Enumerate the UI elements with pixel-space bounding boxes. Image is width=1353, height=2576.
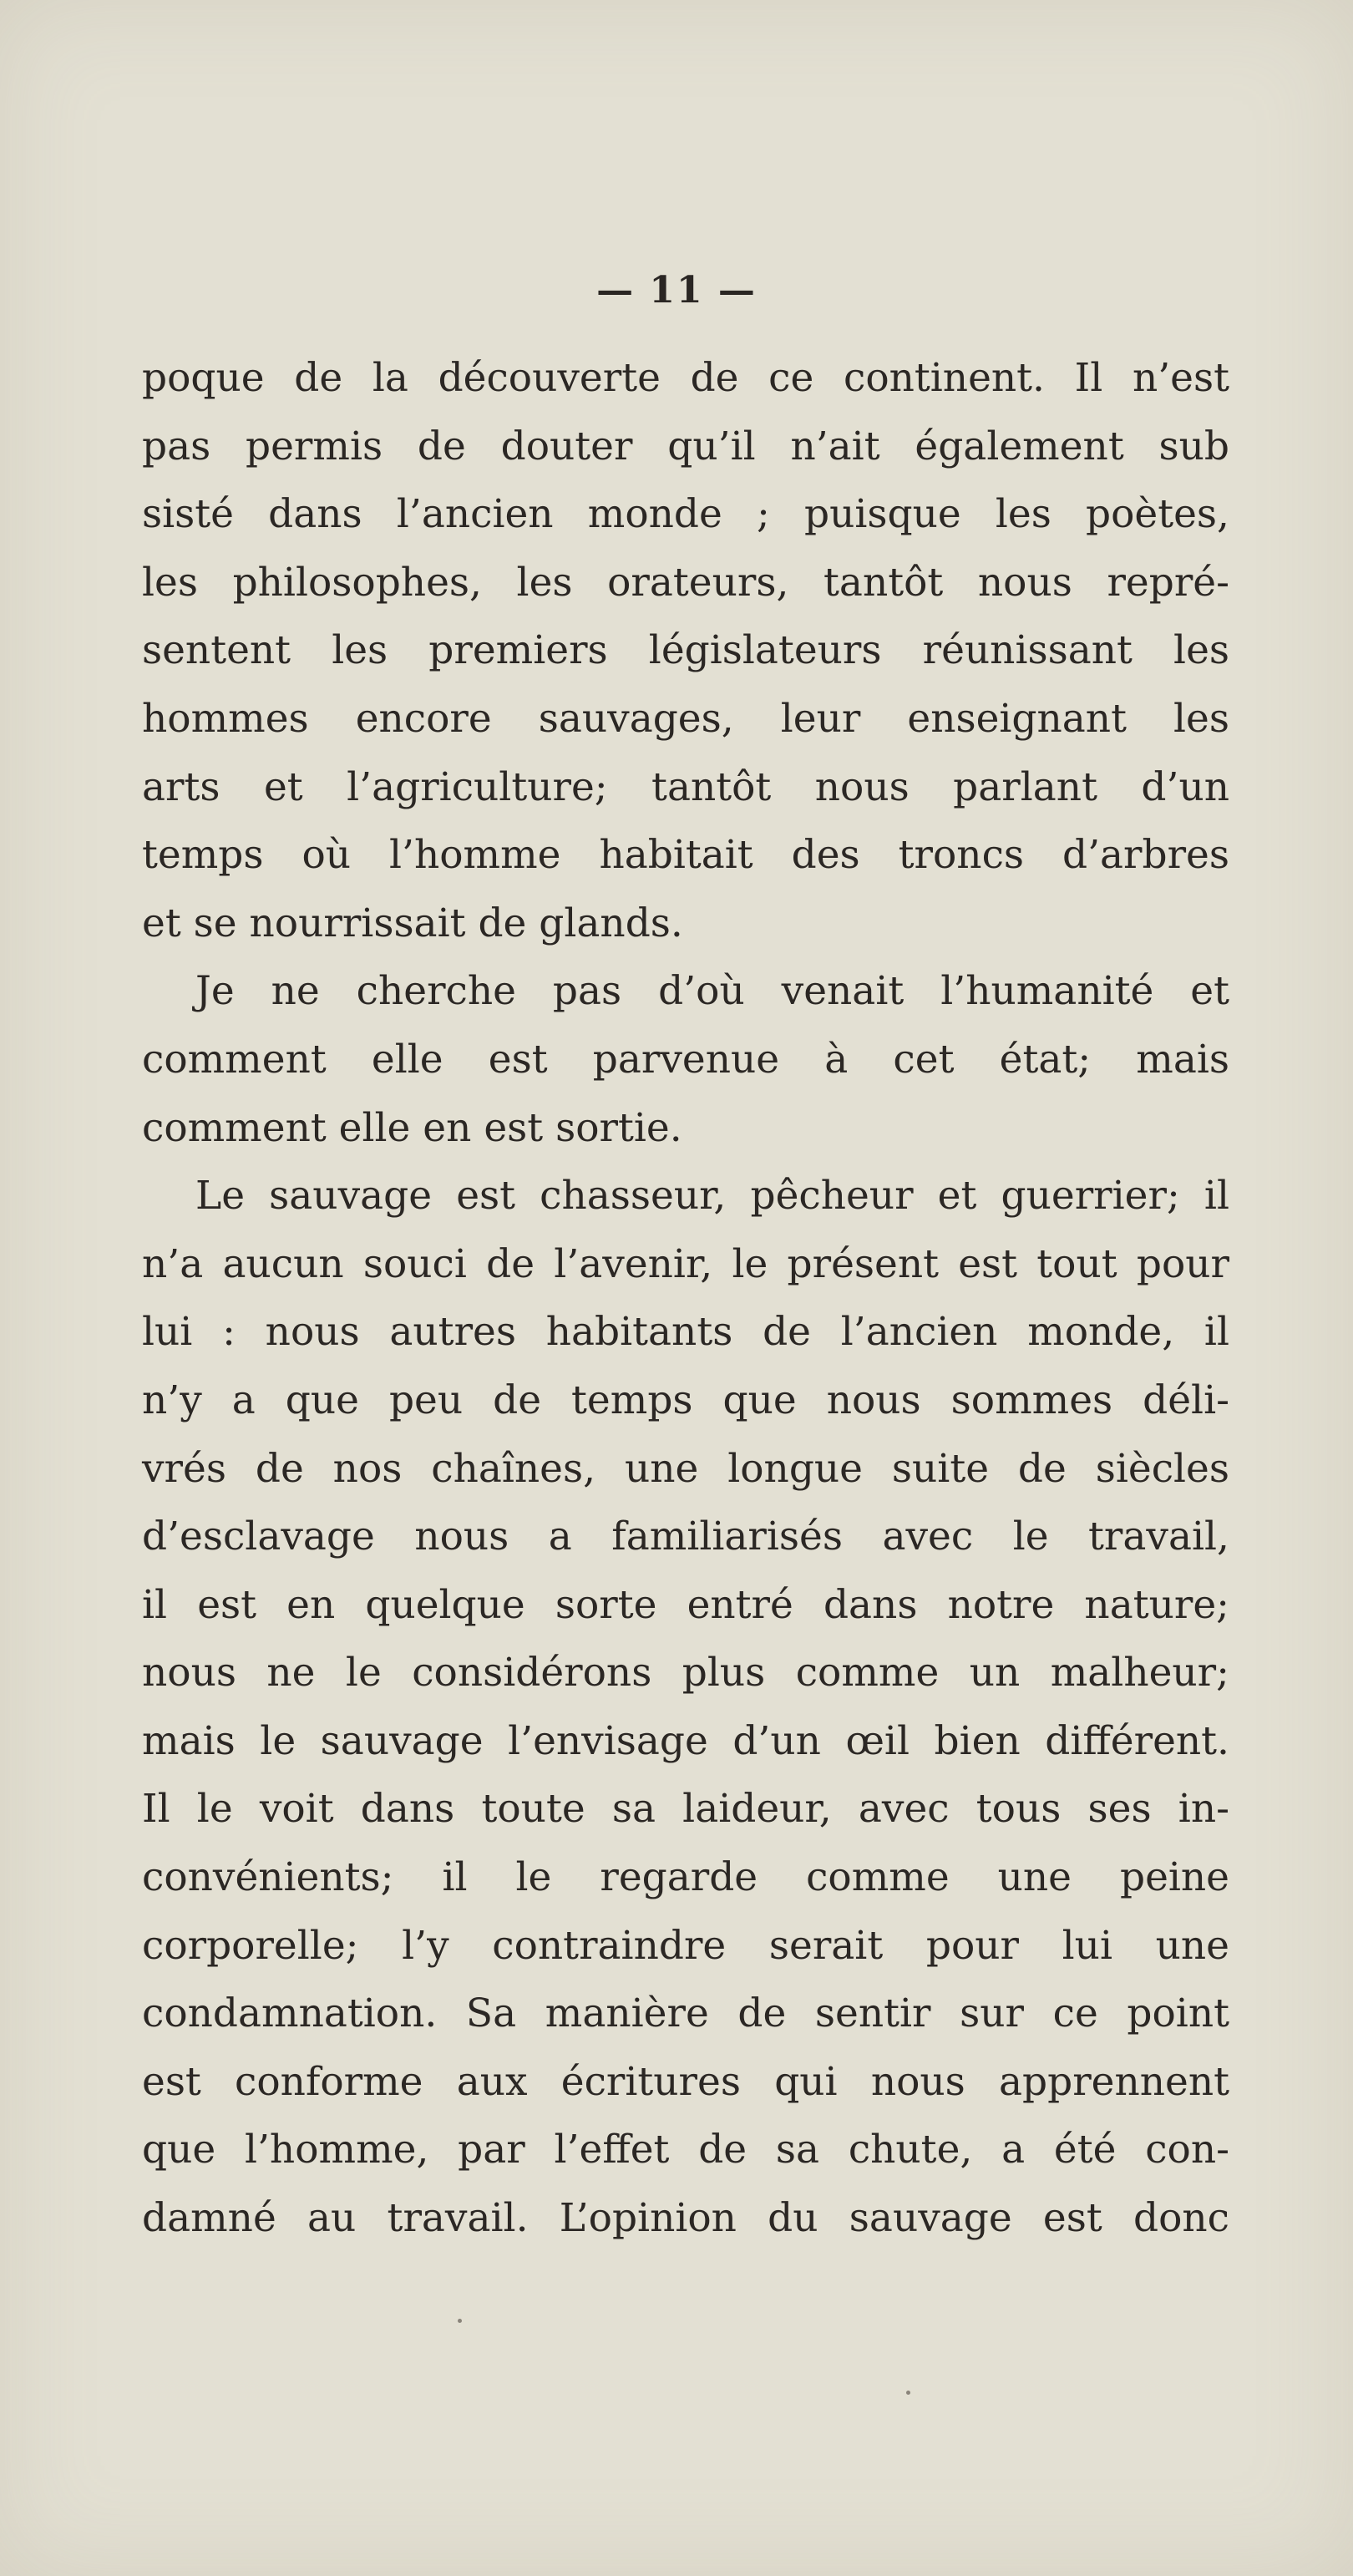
- paper-speck: [906, 2391, 910, 2395]
- body-text: [142, 344, 1229, 2253]
- text-line: corporelle; l’y contraindre serait pour lui une: [142, 1922, 1229, 1969]
- text-line: sentent les premiers législateurs réunissant les: [142, 627, 1229, 674]
- text-line: hommes encore sauvages, leur enseignant les: [142, 695, 1229, 742]
- text-line: n’y a que peu de temps que nous sommes déli-: [142, 1377, 1229, 1423]
- text-line: que l’homme, par l’effet de sa chute, a été con-: [142, 2127, 1229, 2173]
- text-line: nous ne le considérons plus comme un malheur;: [142, 1650, 1229, 1696]
- text-line: est conforme aux écritures qui nous apprennent: [142, 2058, 1229, 2105]
- text-line: d’esclavage nous a familiarisés avec le travail,: [142, 1514, 1229, 1560]
- page-number: — 11 —: [596, 269, 757, 312]
- text-line: il est en quelque sorte entré dans notre nature;: [142, 1581, 1229, 1628]
- text-line: et se nourrissait de glands.: [142, 900, 683, 946]
- text-line: poque de la découverte de ce continent. Il n’est: [142, 355, 1229, 401]
- text-line: Le sauvage est chasseur, pêcheur et guerrier; il: [195, 1173, 1229, 1220]
- text-line: Il le voit dans toute sa laideur, avec tous ses in-: [142, 1786, 1229, 1833]
- text-line: convénients; il le regarde comme une peine: [142, 1854, 1229, 1901]
- text-line: condamnation. Sa manière de sentir sur ce point: [142, 1990, 1229, 2037]
- paper-speck: [458, 2319, 462, 2323]
- text-line: sisté dans l’ancien monde ; puisque les poètes,: [142, 491, 1229, 538]
- text-line: comment elle en est sortie.: [142, 1104, 682, 1151]
- text-line: vrés de nos chaînes, une longue suite de siècles: [142, 1445, 1229, 1492]
- text-line: damné au travail. L’opinion du sauvage est donc: [142, 2195, 1229, 2242]
- text-line: Je ne cherche pas d’où venait l’humanité et: [195, 968, 1229, 1015]
- text-line: n’a aucun souci de l’avenir, le présent est tout pour: [142, 1240, 1229, 1287]
- text-line: temps où l’homme habitait des troncs d’arbres: [142, 832, 1229, 879]
- text-line: lui : nous autres habitants de l’ancien monde, il: [142, 1309, 1229, 1356]
- text-line: arts et l’agriculture; tantôt nous parlant d’un: [142, 763, 1229, 810]
- text-line: mais le sauvage l’envisage d’un œil bien différent.: [142, 1717, 1229, 1764]
- text-line: pas permis de douter qu’il n’ait également sub: [142, 423, 1229, 469]
- text-line: les philosophes, les orateurs, tantôt nous repré-: [142, 559, 1229, 606]
- text-line: comment elle est parvenue à cet état; mais: [142, 1036, 1229, 1083]
